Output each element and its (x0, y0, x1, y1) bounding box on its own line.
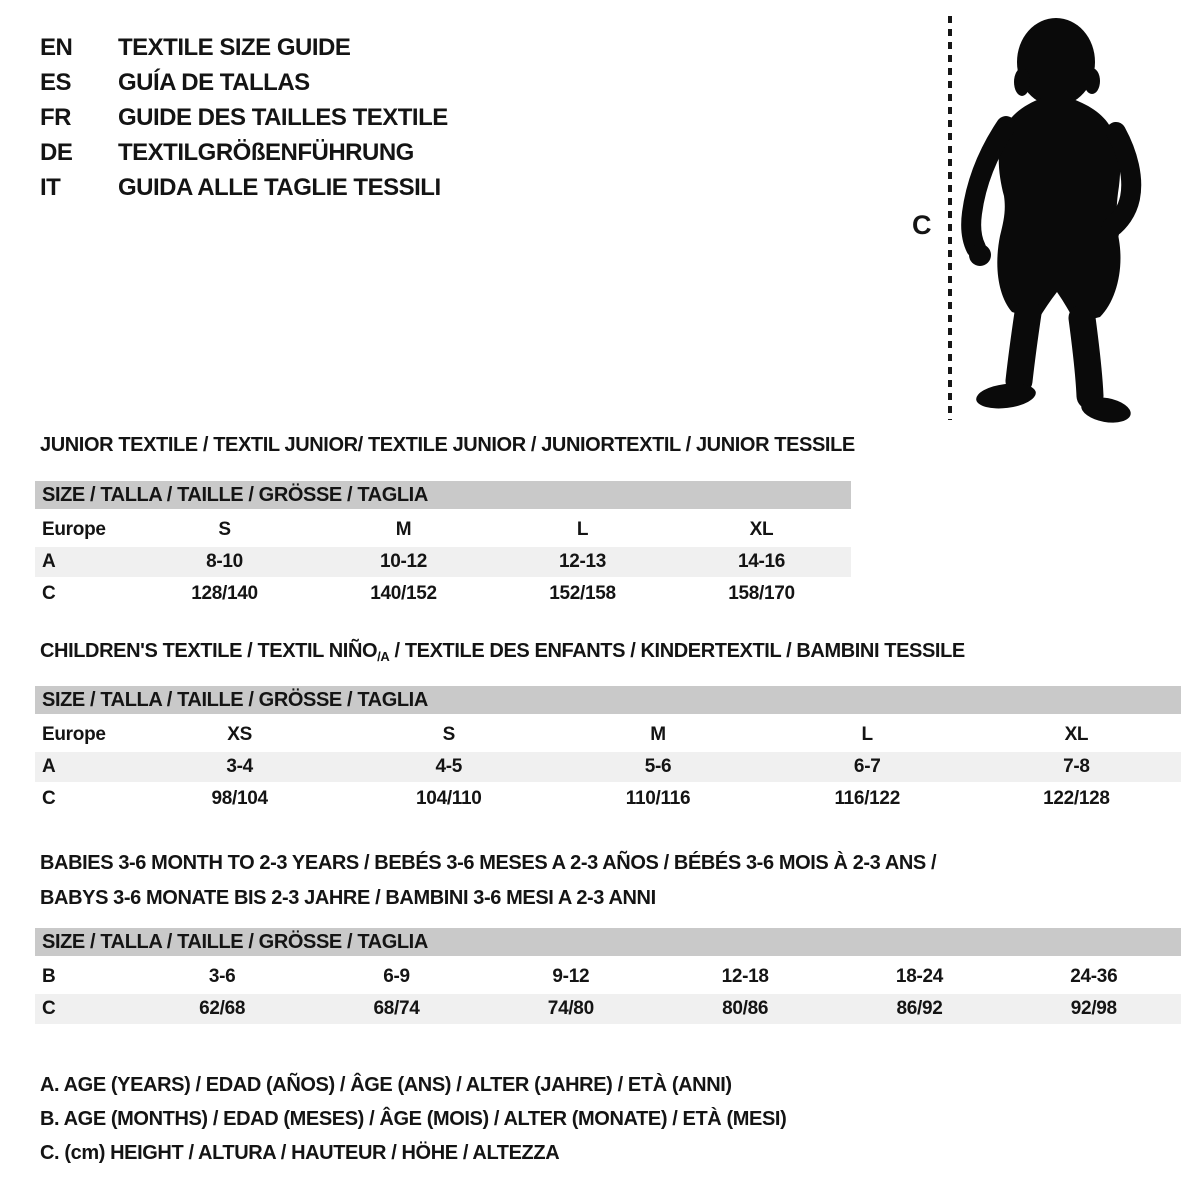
language-code: FR (40, 103, 71, 131)
table-row-height (35, 579, 851, 609)
height-value: 98/104 (211, 788, 268, 809)
height-value: 92/98 (1070, 998, 1117, 1019)
age-value: 8-10 (206, 551, 243, 572)
table-row-age (35, 752, 1181, 782)
table-row-height (35, 994, 1181, 1024)
table-row-height (35, 784, 1181, 814)
size-value: M (650, 724, 666, 745)
table-row-age (35, 547, 851, 577)
age-value: 6-7 (853, 756, 881, 777)
age-value: 18-24 (895, 966, 944, 987)
age-value: 14-16 (737, 551, 786, 572)
height-value: 104/110 (416, 788, 482, 809)
height-value: 152/158 (549, 583, 616, 604)
height-measure-dashed-line (948, 16, 952, 420)
height-value: 62/68 (199, 998, 246, 1019)
age-value: 3-6 (208, 966, 236, 987)
height-value: 74/80 (547, 998, 594, 1019)
height-value: 68/74 (373, 998, 420, 1019)
children-size-header-bar: SIZE / TALLA / TAILLE / GRÖSSE / TAGLIA (35, 686, 1181, 714)
guide-title-de: TEXTILGRÖßENFÜHRUNG (118, 138, 414, 166)
junior-section-heading: JUNIOR TEXTILE / TEXTIL JUNIOR/ TEXTILE JUNIOR / JUNIORTEXTIL / JUNIOR TESSILE (40, 434, 855, 456)
size-value: XS (227, 724, 252, 745)
language-title-list (40, 30, 448, 205)
height-value: 110/116 (625, 788, 691, 809)
row-label: C (42, 788, 56, 809)
size-value: L (861, 724, 873, 745)
language-code: DE (40, 138, 73, 166)
table-row-europe (35, 515, 851, 545)
row-label: C (42, 998, 56, 1019)
toddler-silhouette (958, 18, 1143, 430)
size-value: S (218, 519, 231, 540)
measurement-legend (40, 1068, 786, 1170)
height-value: 116/122 (834, 788, 900, 809)
age-value: 12-18 (721, 966, 769, 987)
language-row-it (40, 170, 448, 205)
junior-size-header-bar: SIZE / TALLA / TAILLE / GRÖSSE / TAGLIA (35, 481, 851, 509)
guide-title-es: GUÍA DE TALLAS (118, 68, 310, 96)
language-code: EN (40, 33, 73, 61)
guide-title-en: TEXTILE SIZE GUIDE (118, 33, 351, 61)
size-value: L (576, 519, 589, 540)
babies-heading-line1: BABIES 3-6 MONTH TO 2-3 YEARS / BEBÉS 3-6 MESES A 2-3 AÑOS / BÉBÉS 3-6 MOIS À 2-3 ANS / (40, 852, 937, 874)
junior-size-table (35, 481, 851, 611)
height-value: 80/86 (722, 998, 769, 1019)
language-row-es (40, 65, 448, 100)
guide-title-fr: GUIDE DES TAILLES TEXTILE (118, 103, 448, 131)
age-value: 7-8 (1063, 756, 1090, 777)
height-label-c: C (912, 210, 932, 240)
children-heading-prefix: CHILDREN'S TEXTILE / TEXTIL NIÑO (40, 640, 378, 662)
size-value: XL (749, 519, 774, 540)
babies-heading-line2: BABYS 3-6 MONATE BIS 2-3 JAHRE / BAMBINI 3-6 MESI A 2-3 ANNI (40, 887, 656, 909)
height-value: 140/152 (370, 583, 437, 604)
age-value: 12-13 (558, 551, 607, 572)
table-row-age-months (35, 962, 1181, 992)
babies-size-table (35, 928, 1181, 1026)
guide-title-it: GUIDA ALLE TAGLIE TESSILI (118, 173, 441, 201)
row-label: C (42, 583, 56, 604)
size-value: XL (1064, 724, 1089, 745)
age-value: 24-36 (1070, 966, 1118, 987)
babies-size-header-bar: SIZE / TALLA / TAILLE / GRÖSSE / TAGLIA (35, 928, 1181, 956)
age-value: 3-4 (226, 756, 253, 777)
height-value: 86/92 (896, 998, 943, 1019)
children-section-heading (40, 640, 965, 664)
language-code: IT (40, 173, 61, 201)
legend-height-cm: C. (cm) HEIGHT / ALTURA / HAUTEUR / HÖHE / ALTEZZA (40, 1142, 560, 1164)
height-value: 158/170 (728, 583, 795, 604)
row-label: B (42, 966, 56, 987)
language-row-en (40, 30, 448, 65)
size-value: S (442, 724, 455, 745)
table-row-europe (35, 720, 1181, 750)
age-value: 6-9 (383, 966, 410, 987)
age-value: 4-5 (435, 756, 463, 777)
legend-age-months: B. AGE (MONTHS) / EDAD (MESES) / ÂGE (MOIS) / ALTER (MONATE) / ETÀ (MESI) (40, 1108, 787, 1130)
height-value: 122/128 (1043, 788, 1110, 809)
babies-section-heading (40, 846, 936, 916)
children-size-table (35, 686, 1181, 816)
size-value: M (395, 519, 412, 540)
age-value: 5-6 (644, 756, 672, 777)
children-heading-suffix: / TEXTILE DES ENFANTS / KINDERTEXTIL / BAMBINI TESSILE (389, 640, 965, 662)
legend-age-years: A. AGE (YEARS) / EDAD (AÑOS) / ÂGE (ANS) / ALTER (JAHRE) / ETÀ (ANNI) (40, 1074, 732, 1096)
age-value: 10-12 (379, 551, 428, 572)
row-label: A (42, 756, 56, 777)
language-code: ES (40, 68, 72, 96)
row-label: Europe (42, 519, 106, 540)
row-label: A (42, 551, 56, 572)
language-row-de (40, 135, 448, 170)
row-label: Europe (42, 724, 106, 745)
language-row-fr (40, 100, 448, 135)
height-value: 128/140 (191, 583, 258, 604)
children-heading-sub: /A (377, 649, 390, 664)
age-value: 9-12 (552, 966, 590, 987)
